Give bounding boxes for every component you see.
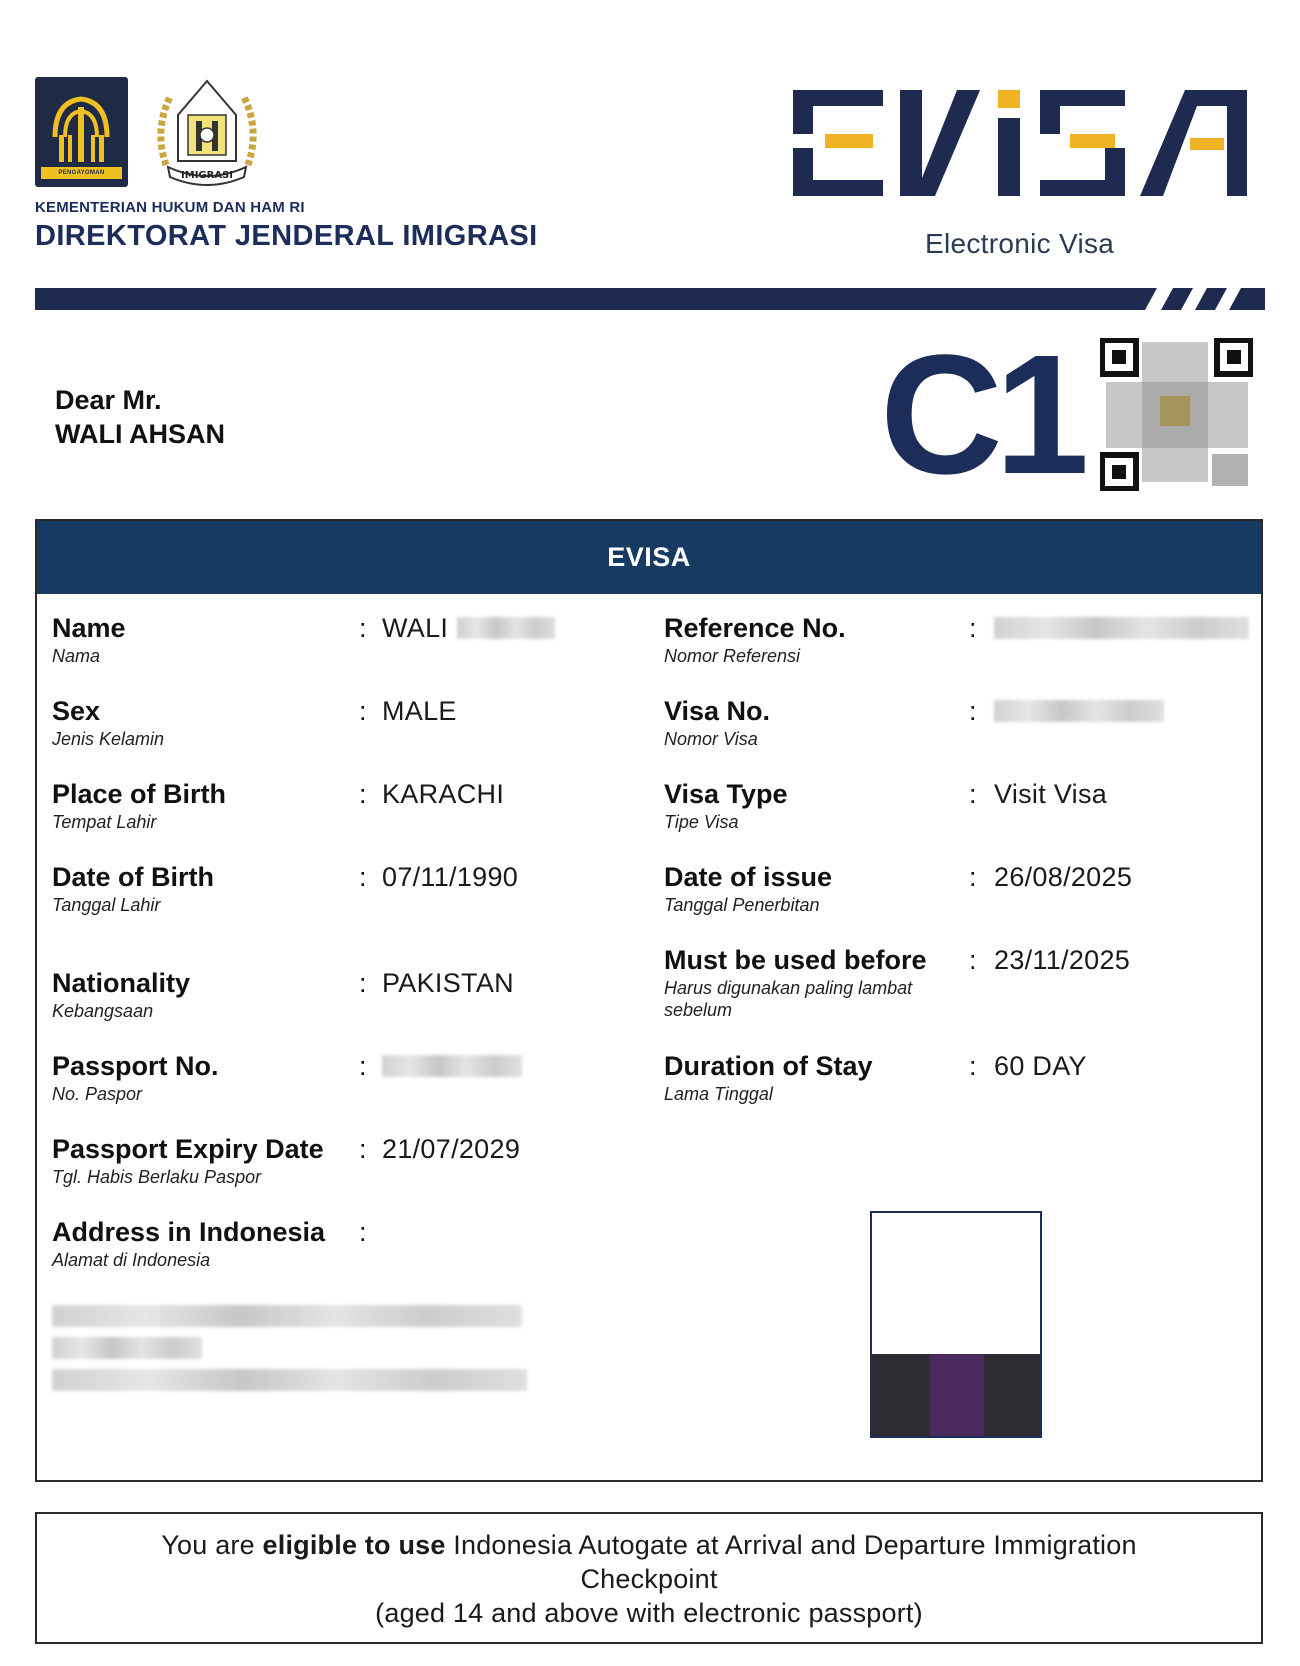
address-sublabel: Alamat di Indonesia xyxy=(52,1250,211,1270)
date-of-birth-label: Date of Birth xyxy=(52,862,214,892)
place-of-birth-label: Place of Birth xyxy=(52,779,227,809)
redacted-address-line-2 xyxy=(52,1337,202,1359)
place-of-birth-colon: : xyxy=(359,779,367,809)
visa-class-code: C1 xyxy=(880,320,1082,510)
must-be-used-before-colon: : xyxy=(969,945,977,975)
nationality-sublabel: Kebangsaan xyxy=(52,1001,154,1021)
date-of-birth-sublabel: Tanggal Lahir xyxy=(52,895,161,915)
reference-no-label: Reference No. xyxy=(664,613,846,643)
passport-no-sublabel: No. Paspor xyxy=(52,1084,143,1104)
redacted-address-line-1 xyxy=(52,1305,522,1327)
ministry-logo-caption: PENGAYOMAN xyxy=(41,167,122,179)
passport-no-label: Passport No. xyxy=(52,1051,219,1081)
sex-value: MALE xyxy=(382,696,457,726)
notice-line-3: (aged 14 and above with electronic passport) xyxy=(375,1598,923,1628)
evisa-logo xyxy=(785,78,1255,208)
visa-no-sublabel: Nomor Visa xyxy=(664,729,758,749)
date-of-issue-value: 26/08/2025 xyxy=(994,862,1133,892)
notice-part-2: Indonesia Autogate at Arrival and Departure Immigration xyxy=(453,1530,1137,1560)
passport-expiry-sublabel: Tgl. Habis Berlaku Paspor xyxy=(52,1167,262,1187)
visa-type-label: Visa Type xyxy=(664,779,788,809)
name-sublabel: Nama xyxy=(52,646,101,666)
must-be-used-before-sublabel-2: sebelum xyxy=(664,1000,733,1020)
redacted-address-line-3 xyxy=(52,1369,527,1391)
svg-text:IMIGRASI: IMIGRASI xyxy=(181,170,233,181)
redacted-passport-no xyxy=(382,1055,522,1077)
address-colon: : xyxy=(359,1217,367,1247)
place-of-birth-value: KARACHI xyxy=(382,779,505,809)
passport-expiry-value: 21/07/2029 xyxy=(382,1134,521,1164)
ministry-name: KEMENTERIAN HUKUM DAN HAM RI xyxy=(35,199,305,216)
redacted-visa-no xyxy=(994,700,1164,722)
place-of-birth-sublabel: Tempat Lahir xyxy=(52,812,157,832)
passport-no-colon: : xyxy=(359,1051,367,1081)
visa-type-sublabel: Tipe Visa xyxy=(664,812,739,832)
visa-no-label: Visa No. xyxy=(664,696,771,726)
notice-bold: eligible to use xyxy=(262,1530,446,1560)
duration-of-stay-sublabel: Lama Tinggal xyxy=(664,1084,773,1104)
date-of-birth-colon: : xyxy=(359,862,367,892)
address-label: Address in Indonesia xyxy=(52,1217,326,1247)
duration-of-stay-value: 60 DAY xyxy=(994,1051,1087,1081)
notice-part-1: You are xyxy=(161,1530,255,1560)
nationality-value: PAKISTAN xyxy=(382,968,514,998)
redacted-reference-no xyxy=(994,617,1249,639)
header-divider-band xyxy=(35,288,1265,310)
recipient-name: WALI AHSAN xyxy=(55,419,225,449)
salutation: Dear Mr. xyxy=(55,385,162,415)
nationality-colon: : xyxy=(359,968,367,998)
name-colon: : xyxy=(359,613,367,643)
date-of-issue-sublabel: Tanggal Penerbitan xyxy=(664,895,820,915)
must-be-used-before-value: 23/11/2025 xyxy=(994,945,1131,975)
immigration-seal-icon xyxy=(148,75,266,187)
date-of-birth-value: 07/11/1990 xyxy=(382,862,519,892)
reference-no-sublabel: Nomor Referensi xyxy=(664,646,801,666)
must-be-used-before-label: Must be used before xyxy=(664,945,927,975)
qr-code-icon xyxy=(1100,338,1253,491)
name-value: WALI xyxy=(382,613,449,643)
ministry-logo-icon xyxy=(35,77,128,187)
directorate-name: DIREKTORAT JENDERAL IMIGRASI xyxy=(35,220,538,252)
greeting xyxy=(55,383,225,451)
notice-line-2: Checkpoint xyxy=(580,1564,718,1594)
date-of-issue-label: Date of issue xyxy=(664,862,833,892)
duration-of-stay-label: Duration of Stay xyxy=(664,1051,873,1081)
photo-shirt xyxy=(930,1354,984,1436)
sex-sublabel: Jenis Kelamin xyxy=(52,729,165,749)
notice-line-1 xyxy=(37,1528,1261,1562)
visa-no-colon: : xyxy=(969,696,977,726)
name-label: Name xyxy=(52,613,126,643)
date-of-issue-colon: : xyxy=(969,862,977,892)
brand-subtitle: Electronic Visa xyxy=(925,228,1115,259)
card-title: EVISA xyxy=(37,521,1261,594)
duration-of-stay-colon: : xyxy=(969,1051,977,1081)
evisa-card xyxy=(35,519,1263,1482)
nationality-label: Nationality xyxy=(52,968,191,998)
redacted-surname xyxy=(457,617,555,639)
sex-colon: : xyxy=(359,696,367,726)
reference-no-colon: : xyxy=(969,613,977,643)
visa-type-value: Visit Visa xyxy=(994,779,1108,809)
passport-expiry-colon: : xyxy=(359,1134,367,1164)
sex-label: Sex xyxy=(52,696,101,726)
autogate-notice xyxy=(35,1512,1263,1644)
must-be-used-before-sublabel: Harus digunakan paling lambat xyxy=(664,978,913,998)
visa-type-colon: : xyxy=(969,779,977,809)
passport-expiry-label: Passport Expiry Date xyxy=(52,1134,324,1164)
holder-photo xyxy=(870,1211,1042,1438)
